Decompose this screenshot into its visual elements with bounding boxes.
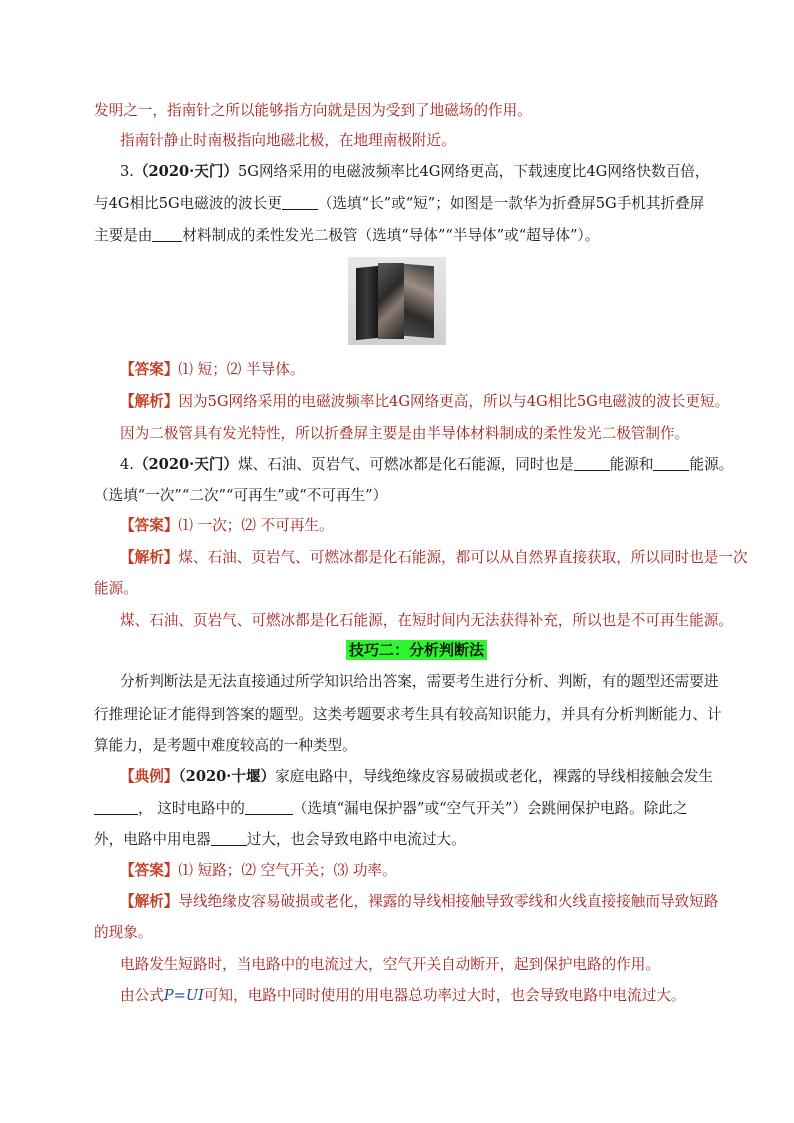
answer-text: ⑴ 短路；⑵ 空气开关；⑶ 功率。 xyxy=(178,862,397,879)
formula: P=UI xyxy=(163,987,204,1004)
analysis-tag: 【解析】 xyxy=(120,549,179,566)
answer-line xyxy=(120,516,700,536)
question-number: 4. xyxy=(120,456,134,473)
answer-tag: 【答案】 xyxy=(120,862,179,879)
answer-line xyxy=(120,360,700,380)
question-text: 家庭电路中，导线绝缘皮容易破损或老化，裸露的导线相接触会发生 xyxy=(275,768,713,785)
question-number: 3. xyxy=(120,163,134,180)
intro-line: 行推理论证才能得到答案的题型。这类考题要求考生具有较高知识能力，并具有分析判断能力、计 xyxy=(94,706,722,723)
answer-line xyxy=(120,861,700,881)
answer-blank xyxy=(94,800,138,815)
answer-text: ⑴ 短；⑵ 半导体。 xyxy=(178,361,305,378)
foldable-phone-photo xyxy=(348,257,446,345)
analysis-text: 煤、石油、页岩气、可燃冰都是化石能源，都可以从自然界直接获取，所以同时也是一次 xyxy=(178,549,748,566)
answer-blank xyxy=(653,456,689,471)
question-text: 外，电路中用电器 xyxy=(94,831,211,848)
analysis-tag: 【解析】 xyxy=(120,893,179,910)
question-3 xyxy=(120,162,710,182)
answer-blank xyxy=(574,456,610,471)
text-line xyxy=(94,799,700,819)
analysis-line xyxy=(120,892,719,912)
example-tag: 【典例】 xyxy=(120,768,179,785)
question-text: 能源。 xyxy=(689,456,734,473)
analysis-line: 因为二极管具有发光特性，所以折叠屏主要是由半导体材料制成的柔性发光二极管制作。 xyxy=(120,425,690,442)
analysis-line xyxy=(120,986,700,1006)
answer-tag: 【答案】 xyxy=(120,361,179,378)
question-text: 煤、石油、页岩气、可燃冰都是化石能源，同时也是 xyxy=(238,456,574,473)
analysis-line: 电路发生短路时，当电路中的电流过大，空气开关自动断开，起到保护电路的作用。 xyxy=(120,956,660,973)
text-line xyxy=(94,226,700,246)
question-text: 与4G相比5G电磁波的波长更 xyxy=(94,195,282,212)
answer-blank xyxy=(152,227,182,242)
text-line xyxy=(94,194,705,214)
answer-tag: 【答案】 xyxy=(120,517,179,534)
answer-blank xyxy=(245,800,293,815)
question-text: （选填“长”或“短”；如图是一款华为折叠屏5G手机其折叠屏 xyxy=(317,195,705,212)
answer-blank xyxy=(282,195,318,210)
question-text: 材料制成的柔性发光二极管（选填“导体”“半导体”或“超导体”）。 xyxy=(182,227,600,244)
question-text: 5G网络采用的电磁波频率比4G网络更高，下载速度比4G网络快数百倍， xyxy=(238,163,710,180)
section-heading: 技巧二：分析判断法 xyxy=(346,640,487,660)
analysis-tag: 【解析】 xyxy=(120,393,179,410)
intro-line: 分析判断法是无法直接通过所学知识给出答案，需要考生进行分析、判断，有的题型还需要进 xyxy=(120,673,719,690)
analysis-line xyxy=(120,392,730,412)
question-text: 能源和 xyxy=(609,456,654,473)
question-text: （选填“漏电保护器”或“空气开关”）会跳闸保护电路。除此之 xyxy=(292,800,688,817)
question-4 xyxy=(120,455,734,475)
example-question xyxy=(120,767,713,787)
answer-text: ⑴ 一次；⑵ 不可再生。 xyxy=(178,517,334,534)
question-source: （2020·天门） xyxy=(133,456,239,473)
question-text: 过大，也会导致电路中电流过大。 xyxy=(246,831,466,848)
analysis-line xyxy=(120,548,748,568)
analysis-line: 煤、石油、页岩气、可燃冰都是化石能源，在短时间内无法获得补充，所以也是不可再生能源。 xyxy=(120,612,733,629)
analysis-text: 因为5G网络采用的电磁波频率比4G网络更高，所以与4G相比5G电磁波的波长更短。 xyxy=(178,393,730,410)
question-text: ， 这时电路中的 xyxy=(138,800,245,817)
text-line: 指南针静止时南极指向地磁北极，在地理南极附近。 xyxy=(120,132,456,149)
question-source: （2020·天门） xyxy=(133,163,239,180)
analysis-text: 导线绝缘皮容易破损或老化，裸露的导线相接触导致零线和火线直接接触而导致短路 xyxy=(178,893,719,910)
text-line: （选填“一次”“二次”“可再生”或“不可再生”） xyxy=(94,487,388,504)
text-line: 发明之一，指南针之所以能够指方向就是因为受到了地磁场的作用。 xyxy=(94,102,532,119)
answer-blank xyxy=(211,831,247,846)
intro-line: 算能力，是考题中难度较高的一种类型。 xyxy=(94,737,357,754)
analysis-text: 可知，电路中同时使用的用电器总功率过大时，也会导致电路中电流过大。 xyxy=(203,987,686,1004)
question-text: 主要是由 xyxy=(94,227,153,244)
analysis-line: 的现象。 xyxy=(94,924,153,941)
analysis-line: 能源。 xyxy=(94,580,138,597)
question-source: （2020·十堰） xyxy=(178,768,276,785)
analysis-text: 由公式 xyxy=(120,987,164,1004)
text-line xyxy=(94,830,700,850)
